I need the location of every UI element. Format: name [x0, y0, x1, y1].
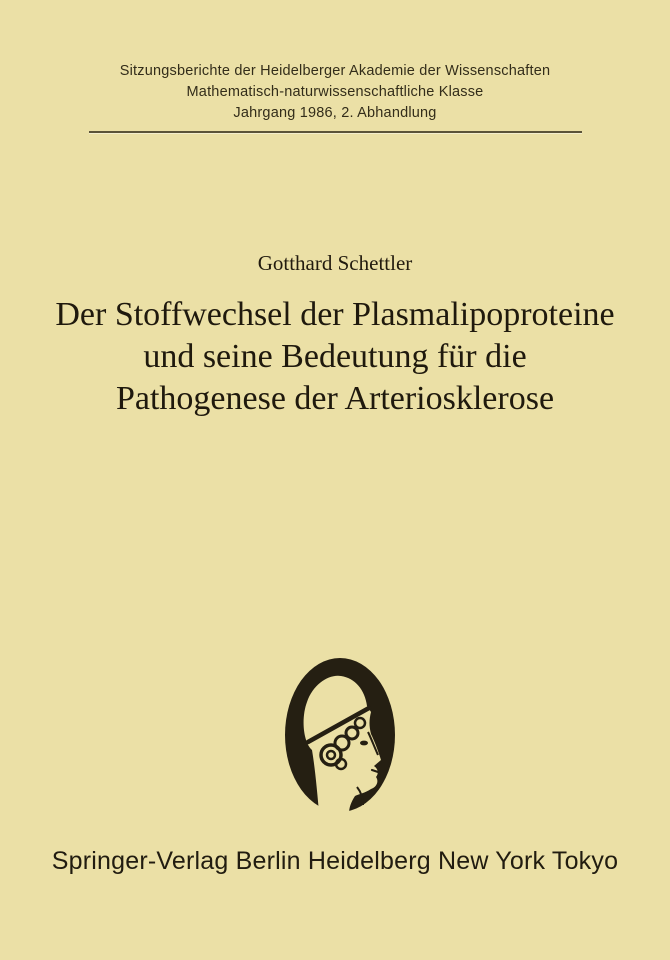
publisher-line: Springer-Verlag Berlin Heidelberg New York Tokyo: [51, 847, 619, 875]
athena-cameo-icon: [279, 650, 401, 820]
divider-rule: [89, 131, 582, 133]
book-title: [0, 294, 670, 420]
title-line-1: Der Stoffwechsel der Plasmalipoproteine: [55, 296, 615, 333]
series-line-2: Mathematisch-naturwissenschaftliche Klasse: [186, 84, 484, 100]
series-line-1: Sitzungsberichte der Heidelberger Akademie der Wissenschaften: [119, 63, 551, 79]
series-line-3: Jahrgang 1986, 2. Abhandlung: [233, 105, 437, 121]
title-line-2: und seine Bedeutung für die: [143, 338, 527, 375]
author-name: Gotthard Schettler: [257, 251, 413, 275]
title-line-3: Pathogenese der Arteriosklerose: [115, 380, 555, 417]
series-header: [0, 61, 670, 133]
